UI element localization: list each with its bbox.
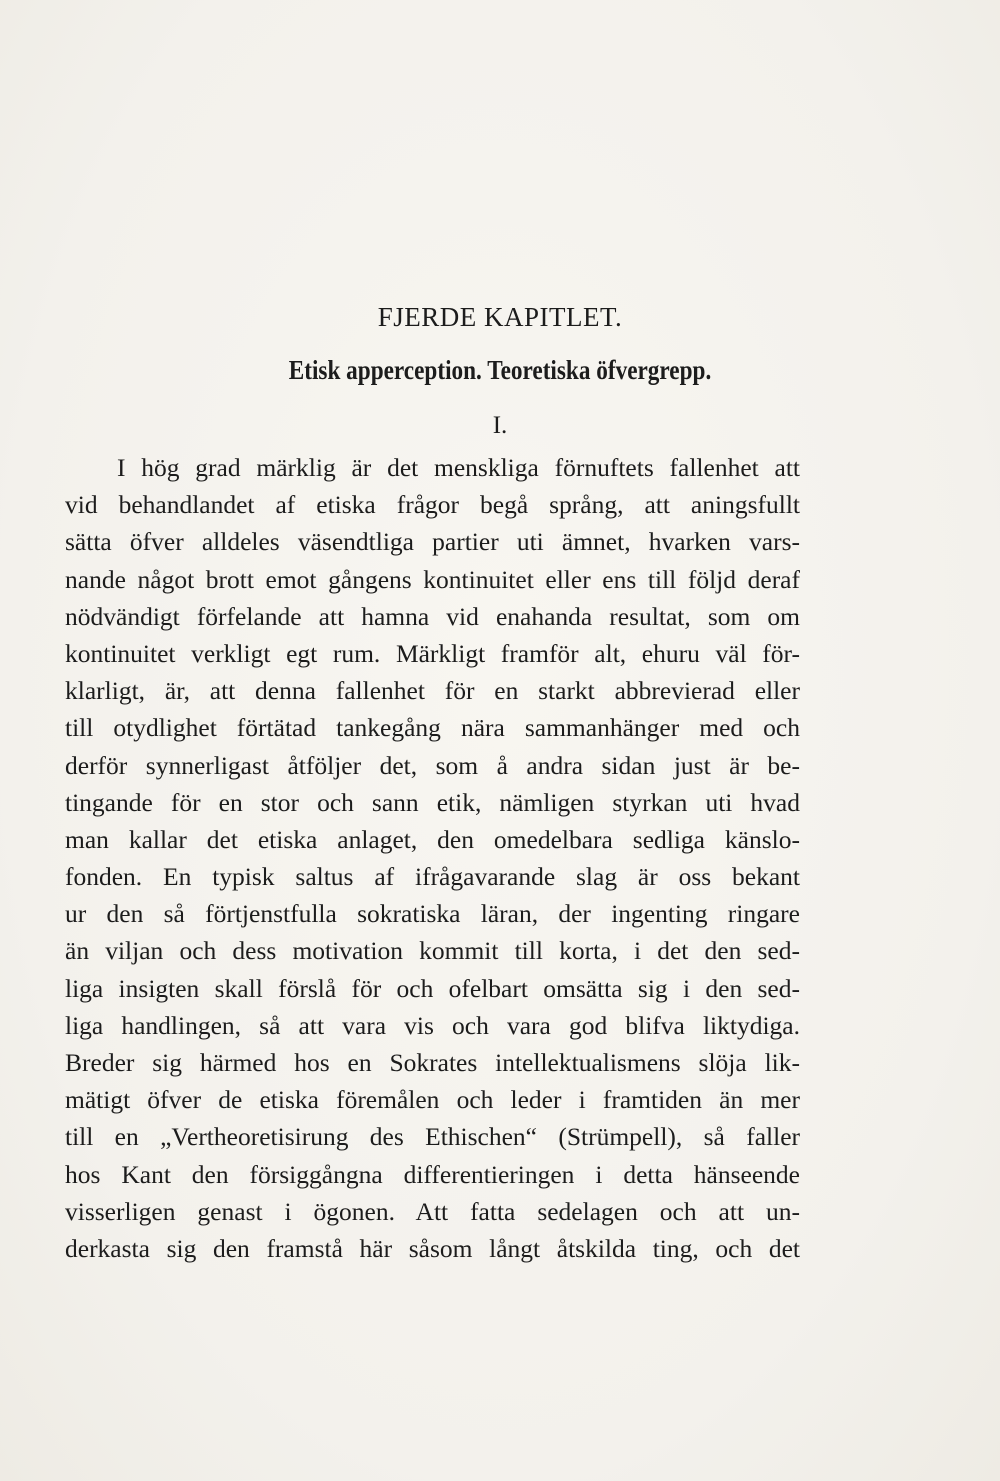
- text-line: hos Kant den försiggångna differentieringen i detta hänseende: [65, 1159, 800, 1189]
- text-line: mätigt öfver de etiska föremålen och leder i framtiden än mer: [65, 1085, 800, 1115]
- text-line: än viljan och dess motivation kommit till korta, i det den sed-: [65, 936, 800, 966]
- text-line: derför synnerligast åtföljer det, som å andra sidan just är be-: [65, 750, 800, 780]
- text-line: I hög grad märklig är det menskliga förnuftets fallenhet att: [117, 453, 800, 482]
- text-line: kontinuitet verkligt egt rum. Märkligt framför alt, ehuru väl för-: [65, 638, 800, 668]
- text-line: Breder sig härmed hos en Sokrates intellektualismens slöja lik-: [65, 1048, 800, 1077]
- text-line: vid behandlandet af etiska frågor begå språng, att aningsfullt: [65, 490, 800, 520]
- body-paragraph: [65, 449, 800, 1267]
- text-line: derkasta sig den framstå här såsom långt åtskilda ting, och det: [65, 1233, 800, 1263]
- text-line: till en „Vertheoretisirung des Ethischen“ (Strümpell), så faller: [65, 1122, 800, 1152]
- text-line: nande något brott emot gångens kontinuitet eller ens till följd deraf: [65, 564, 800, 594]
- text-line: sätta öfver alldeles väsendtliga partier uti ämnet, hvarken vars-: [65, 527, 800, 557]
- text-line: ur den så förtjenstfulla sokratiska läran, der ingenting ringare: [65, 899, 800, 929]
- text-line: liga insigten skall förslå för och ofelbart omsätta sig i den sed-: [65, 973, 800, 1003]
- chapter-heading: FJERDE KAPITLET.: [377, 302, 623, 332]
- text-line: klarligt, är, att denna fallenhet för en starkt abbrevierad eller: [65, 676, 800, 706]
- text-line: man kallar det etiska anlaget, den omedelbara sedliga känslo-: [65, 824, 800, 854]
- text-line: fonden. En typisk saltus af ifrågavarande slag är oss bekant: [65, 862, 800, 892]
- text-line: visserligen genast i ögonen. Att fatta sedelagen och att un-: [65, 1196, 800, 1226]
- text-line: liga handlingen, så att vara vis och vara god blifva liktydiga.: [65, 1010, 800, 1040]
- text-line: nödvändigt förfelande att hamna vid enahanda resultat, som om: [65, 601, 800, 631]
- text-line: tingande för en stor och sann etik, nämligen styrkan uti hvad: [65, 787, 800, 817]
- text-line: till otydlighet förtätad tankegång nära sammanhänger med och: [65, 713, 800, 743]
- section-number: I.: [492, 412, 508, 439]
- section-title: Etisk apperception. Teoretiska öfvergrepp.: [288, 355, 712, 385]
